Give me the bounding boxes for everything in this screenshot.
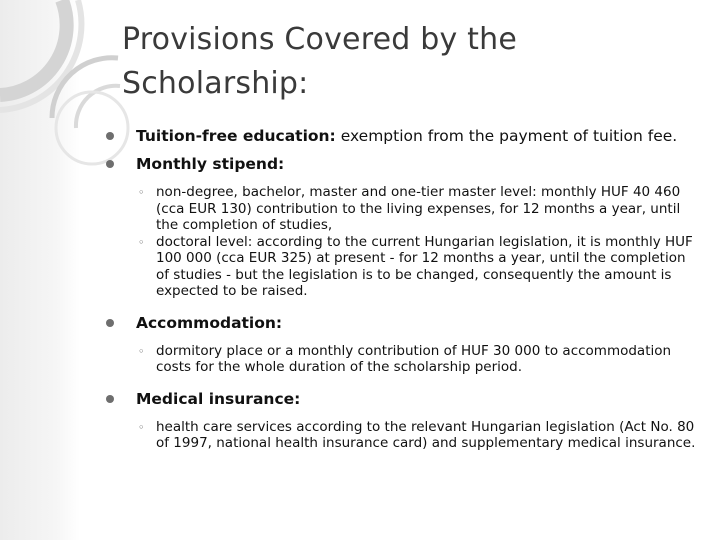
sub-item-stipend-bachelor: [106, 184, 696, 234]
bullet-list: [106, 127, 696, 452]
bullet-label: Accommodation:: [136, 313, 283, 332]
sub-item-text: doctoral level: according to the current Hungarian legislation, it is monthly HUF 100 000 (cca EUR 325) at present - for 12 months a year, until the completion of studies - but the legislation is to be changed, consequently the amount is expected to be raised.: [156, 233, 693, 299]
bullet-accommodation: [106, 314, 696, 332]
bullet-dot-icon: [106, 395, 114, 403]
bullet-label: Monthly stipend:: [136, 155, 285, 173]
bullet-label: Tuition-free education:: [136, 127, 336, 145]
sub-item-text: health care services according to the relevant Hungarian legislation (Act No. 80 of 1997, national health insurance card) and supplementary medical insurance.: [156, 418, 696, 451]
sub-bullet-ring-icon: ◦: [138, 235, 145, 249]
bullet-monthly-stipend: [106, 155, 696, 173]
sub-item-text: dormitory place or a monthly contribution of HUF 30 000 to accommodation costs for the whole duration of the scholarship period.: [156, 342, 672, 375]
sub-item-health-care: [106, 419, 696, 452]
bullet-tuition: [106, 127, 696, 145]
sub-item-dormitory: [106, 343, 696, 376]
bullet-dot-icon: [106, 160, 114, 168]
sub-bullet-ring-icon: ◦: [138, 344, 145, 358]
sub-bullet-ring-icon: ◦: [138, 186, 145, 199]
bullet-medical-insurance: [106, 390, 696, 408]
page-title: Provisions Covered by the Scholarship:: [122, 22, 517, 101]
bullet-dot-icon: [106, 319, 114, 327]
bullet-text: exemption from the payment of tuition fee.: [335, 127, 678, 145]
bullet-label: Medical insurance:: [136, 389, 301, 408]
sub-item-stipend-doctoral: [106, 234, 696, 300]
sub-bullet-ring-icon: ◦: [138, 420, 145, 434]
sub-item-text: non-degree, bachelor, master and one-tier master level: monthly HUF 40 460 (cca EUR 130) contribution to the living expenses, for 12 months a year, until the completion of studies,: [156, 184, 681, 233]
bullet-dot-icon: [106, 132, 114, 140]
